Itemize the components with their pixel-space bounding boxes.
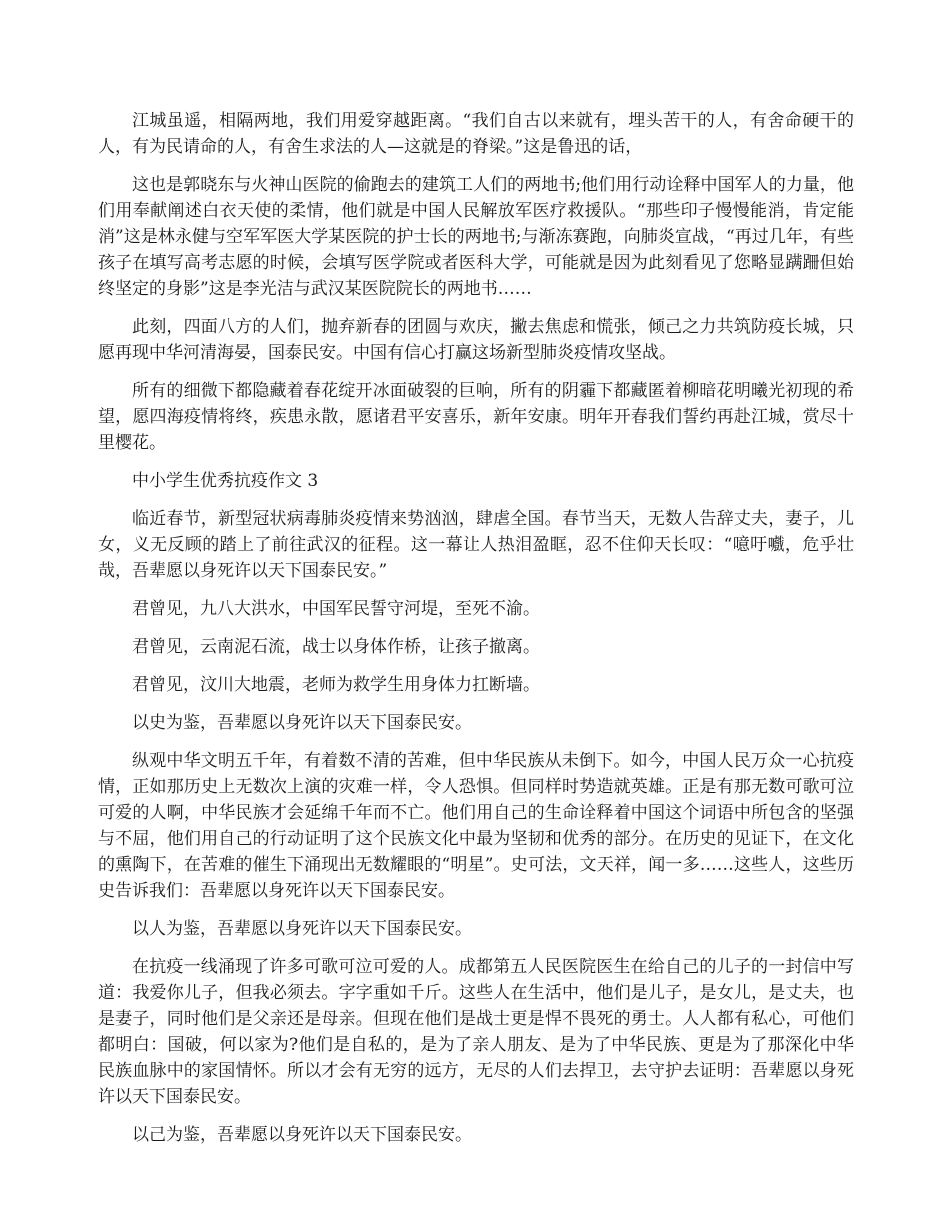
paragraph-hongshui: 君曾见，九八大洪水，中国军民誓守河堤，至死不渝。: [132, 599, 540, 619]
essay-heading: 中小学生优秀抗疫作文 3: [132, 471, 319, 491]
paragraph-chunjie: 临近春节，新型冠状病毒肺炎疫情来势汹汹，肆虐全国。春节当天，无数人告辞丈夫，妻子，儿女，义无反顾的踏上了前往武汉的征程。这一幕让人热泪盈眶，忍不住仰天长叹：“噫吁嚱，危乎壮哉，吾辈愿以身死许以天下国泰民安。”: [98, 509, 854, 581]
paragraph-zongguan: 纵观中华文明五千年，有着数不清的苦难，但中华民族从未倒下。如今，中国人民万众一心抗疫情，正如那历史上无数次上演的灾难一样，令人恐惧。但同样时势造就英雄。正是有那无数可歌可泣可爱的人啊，中华民族才会延绵千年而不亡。他们用自己的生命诠释着中国这个词语中所包含的坚强与不屈，他们用自己的行动证明了这个民族文化中最为坚韧和优秀的部分。在历史的见证下，在文化的熏陶下，在苦难的催生下涌现出无数耀眼的“明星”。史可法，文天祥，闻一多……这些人，这些历史告诉我们：吾辈愿以身死许以天下国泰民安。: [98, 751, 854, 901]
paragraph-cike: 此刻，四面八方的人们，抛弃新春的团圆与欢庆，撇去焦虑和慌张，倾己之力共筑防疫长城，只愿再现中华河清海晏，国泰民安。中国有信心打赢这场新型肺炎疫情攻坚战。: [98, 317, 854, 363]
document-body: [98, 108, 854, 1160]
paragraph-yijiweijian: 以己为鉴，吾辈愿以身死许以天下国泰民安。: [132, 1125, 472, 1145]
paragraph-liangdishu: 这也是郭晓东与火神山医院的偷跑去的建筑工人们的两地书;他们用行动诠释中国军人的力量，他们用奉献阐述白衣天使的柔情，他们就是中国人民解放军医疗救援队。“那些印子慢慢能消，肯定能消”这是林永健与空军军医大学某医院的护士长的两地书;与渐冻赛跑，向肺炎宣战，“再过几年，有些孩子在填写高考志愿的时候，会填写医学院或者医科大学，可能就是因为此刻看见了您略显蹒跚但始终坚定的身影”这是李光洁与武汉某医院院长的两地书……: [98, 175, 854, 299]
paragraph-xiwei: 所有的细微下都隐藏着春花绽开冰面破裂的巨响，所有的阴霾下都藏匿着柳暗花明曦光初现的希望，愿四海疫情将终，疾患永散，愿诸君平安喜乐，新年安康。明年开春我们誓约再赴江城，赏尽十里樱花。: [98, 381, 854, 453]
paragraph-yirenweijian: 以人为鉴，吾辈愿以身死许以天下国泰民安。: [132, 919, 472, 939]
paragraph-dizhen: 君曾见，汶川大地震，老师为救学生用身体力扛断墙。: [132, 675, 540, 695]
paragraph-yishiweijian: 以史为鉴，吾辈愿以身死许以天下国泰民安。: [132, 713, 472, 733]
paragraph-kangyi: 在抗疫一线涌现了许多可歌可泣可爱的人。成都第五人民医院医生在给自己的儿子的一封信中写道：我爱你儿子，但我必须去。字字重如千斤。这些人在生活中，他们是儿子，是女儿，是丈夫，也是妻子，同时他们是父亲还是母亲。但现在他们是战士更是悍不畏死的勇士。人人都有私心，可他们都明白：国破，何以家为?他们是自私的，是为了亲人朋友、是为了中华民族、更是为了那深化中华民族血脉中的家国情怀。所以才会有无穷的远方，无尽的人们去捍卫，去守护去证明：吾辈愿以身死许以天下国泰民安。: [98, 957, 854, 1107]
paragraph-jiangcheng: 江城虽遥，相隔两地，我们用爱穿越距离。“我们自古以来就有，埋头苦干的人，有舍命硬干的人，有为民请命的人，有舍生求法的人—这就是的脊梁。”这是鲁迅的话，: [98, 111, 854, 157]
paragraph-nishiliu: 君曾见，云南泥石流，战士以身体作桥，让孩子撤离。: [132, 637, 540, 657]
